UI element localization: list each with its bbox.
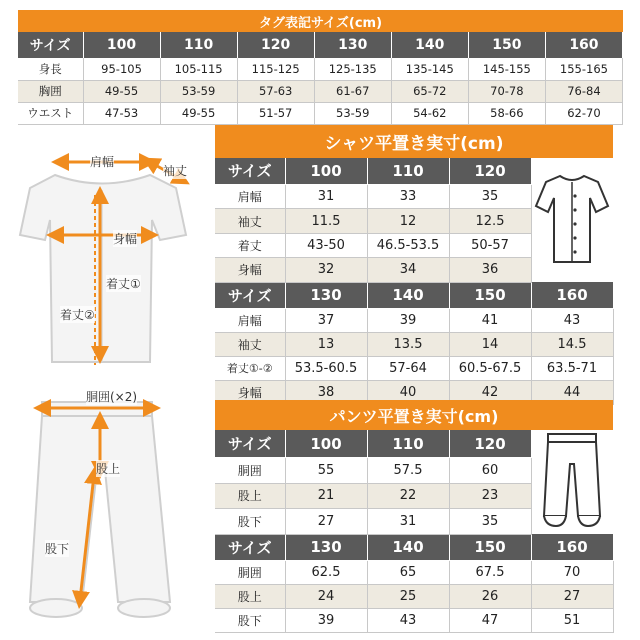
table-cell: 47-53 — [83, 102, 160, 124]
tag-size-header: 160 — [545, 32, 622, 58]
row-label: 股下 — [215, 509, 285, 534]
row-label: 袖丈 — [215, 332, 285, 356]
tag-size-header: 140 — [391, 32, 468, 58]
pants-size-header: 150 — [449, 534, 531, 560]
shirt-table-title: シャツ平置き実寸(cm) — [215, 125, 613, 158]
table-cell: 36 — [449, 258, 531, 282]
table-cell: 145-155 — [468, 58, 545, 80]
shirt-header-row-2 — [215, 282, 613, 308]
table-cell: 51 — [531, 608, 613, 632]
shirt-header-label: サイズ — [215, 282, 285, 308]
shirt-size-header: 110 — [367, 158, 449, 184]
pants-size-header: 120 — [449, 430, 531, 458]
table-cell: 43-50 — [285, 233, 367, 257]
table-cell: 26 — [449, 584, 531, 608]
row-label: 肩幅 — [215, 184, 285, 208]
table-cell: 155-165 — [545, 58, 622, 80]
table-cell: 24 — [285, 584, 367, 608]
table-cell: 58-66 — [468, 102, 545, 124]
pants-header-label: サイズ — [215, 534, 285, 560]
shirt-diagram-icon — [532, 158, 612, 278]
table-cell: 60 — [449, 458, 531, 483]
table-cell: 57-63 — [237, 80, 314, 102]
table-cell: 51-57 — [237, 102, 314, 124]
table-cell: 49-55 — [83, 80, 160, 102]
table-cell: 31 — [367, 509, 449, 534]
pants-size-header: 130 — [285, 534, 367, 560]
pants-size-header: 140 — [367, 534, 449, 560]
table-cell: 32 — [285, 258, 367, 282]
table-cell: 57.5 — [367, 458, 449, 483]
table-cell: 105-115 — [160, 58, 237, 80]
table-cell: 46.5-53.5 — [367, 233, 449, 257]
pants-header-row-2 — [215, 534, 613, 560]
shirt-header-row-1 — [215, 158, 613, 184]
table-cell: 11.5 — [285, 209, 367, 233]
shirt-size-header: 140 — [367, 282, 449, 308]
table-cell: 125-135 — [314, 58, 391, 80]
sleeve-length-label: 袖丈 — [163, 164, 188, 178]
table-cell: 62.5 — [285, 560, 367, 584]
pants-diagram-cell — [531, 430, 613, 534]
shirt-size-header: 130 — [285, 282, 367, 308]
pants-diagram-icon — [532, 430, 612, 530]
row-label: 股下 — [215, 608, 285, 632]
table-cell: 39 — [367, 308, 449, 332]
table-cell: 37 — [285, 308, 367, 332]
table-cell: 12 — [367, 209, 449, 233]
row-label: 袖丈 — [215, 209, 285, 233]
row-label: 身幅 — [215, 258, 285, 282]
row-label: 胸囲 — [18, 80, 83, 102]
tag-size-header: 150 — [468, 32, 545, 58]
table-cell: 63.5-71 — [531, 356, 613, 380]
table-cell: 13.5 — [367, 332, 449, 356]
table-cell: 95-105 — [83, 58, 160, 80]
table-row — [215, 308, 613, 332]
table-cell: 40 — [367, 380, 449, 404]
row-label: 股上 — [215, 584, 285, 608]
table-cell: 14.5 — [531, 332, 613, 356]
table-cell: 47 — [449, 608, 531, 632]
tag-size-header: 100 — [83, 32, 160, 58]
table-cell: 65-72 — [391, 80, 468, 102]
table-row — [215, 332, 613, 356]
table-cell: 13 — [285, 332, 367, 356]
table-row — [215, 608, 613, 632]
shirt-header-label: サイズ — [215, 158, 285, 184]
tag-size-header: 130 — [314, 32, 391, 58]
table-cell: 53-59 — [160, 80, 237, 102]
table-cell: 54-62 — [391, 102, 468, 124]
tag-size-header: 120 — [237, 32, 314, 58]
pants-size-header: 100 — [285, 430, 367, 458]
measurement-illustrations — [0, 140, 210, 640]
table-cell: 115-125 — [237, 58, 314, 80]
table-cell: 67.5 — [449, 560, 531, 584]
length1-label: 着丈① — [106, 277, 141, 291]
tag-row-height — [18, 58, 623, 80]
row-label: 肩幅 — [215, 308, 285, 332]
table-row — [215, 560, 613, 584]
shoulder-width-label: 肩幅 — [90, 155, 115, 169]
table-cell: 14 — [449, 332, 531, 356]
body-width-label: 身幅 — [113, 232, 138, 246]
table-cell: 70 — [531, 560, 613, 584]
table-cell: 34 — [367, 258, 449, 282]
table-cell: 12.5 — [449, 209, 531, 233]
shirt-size-header: 150 — [449, 282, 531, 308]
pants-header-label: サイズ — [215, 430, 285, 458]
table-cell: 27 — [531, 584, 613, 608]
table-cell: 38 — [285, 380, 367, 404]
tag-header-row — [18, 32, 623, 58]
table-cell: 42 — [449, 380, 531, 404]
row-label: 胴囲 — [215, 560, 285, 584]
shirt-size-header: 120 — [449, 158, 531, 184]
table-cell: 35 — [449, 184, 531, 208]
pants-table-title: パンツ平置き実寸(cm) — [215, 400, 613, 430]
shirt-size-header: 100 — [285, 158, 367, 184]
table-cell: 33 — [367, 184, 449, 208]
tag-header-label: サイズ — [18, 32, 83, 58]
table-cell: 44 — [531, 380, 613, 404]
table-cell: 41 — [449, 308, 531, 332]
table-cell: 43 — [531, 308, 613, 332]
table-cell: 135-145 — [391, 58, 468, 80]
tag-row-waist — [18, 102, 623, 124]
pants-size-header: 110 — [367, 430, 449, 458]
table-cell: 21 — [285, 483, 367, 508]
waist-label: 胴囲(×2) — [86, 390, 138, 404]
table-cell: 31 — [285, 184, 367, 208]
table-cell: 53.5-60.5 — [285, 356, 367, 380]
row-label: 身幅 — [215, 380, 285, 404]
table-cell: 60.5-67.5 — [449, 356, 531, 380]
shirt-diagram-cell — [531, 158, 613, 282]
row-label: 着丈①-② — [215, 356, 285, 380]
row-label: 胴囲 — [215, 458, 285, 483]
tag-size-title: タグ表記サイズ(cm) — [18, 10, 623, 32]
table-cell: 65 — [367, 560, 449, 584]
tag-size-table — [18, 10, 623, 125]
tag-row-chest — [18, 80, 623, 102]
table-cell: 27 — [285, 509, 367, 534]
row-label: 身長 — [18, 58, 83, 80]
pants-header-row-1 — [215, 430, 613, 458]
table-cell: 22 — [367, 483, 449, 508]
table-cell: 35 — [449, 509, 531, 534]
table-row — [215, 584, 613, 608]
row-label: 着丈 — [215, 233, 285, 257]
row-label: ウエスト — [18, 102, 83, 124]
shirt-size-table — [215, 125, 613, 405]
rise-label: 股上 — [96, 462, 121, 476]
pants-size-header: 160 — [531, 534, 613, 560]
shirt-size-header: 160 — [531, 282, 613, 308]
table-cell: 49-55 — [160, 102, 237, 124]
table-cell: 62-70 — [545, 102, 622, 124]
tag-size-header: 110 — [160, 32, 237, 58]
table-cell: 50-57 — [449, 233, 531, 257]
table-row — [215, 356, 613, 380]
table-cell: 39 — [285, 608, 367, 632]
table-cell: 23 — [449, 483, 531, 508]
table-cell: 61-67 — [314, 80, 391, 102]
table-cell: 76-84 — [545, 80, 622, 102]
pants-size-table — [215, 400, 613, 633]
length2-label: 着丈② — [60, 308, 95, 322]
table-cell: 70-78 — [468, 80, 545, 102]
table-cell: 55 — [285, 458, 367, 483]
row-label: 股上 — [215, 483, 285, 508]
table-cell: 25 — [367, 584, 449, 608]
table-cell: 43 — [367, 608, 449, 632]
shirt-illustration — [20, 175, 186, 362]
table-cell: 53-59 — [314, 102, 391, 124]
table-cell: 57-64 — [367, 356, 449, 380]
inseam-label: 股下 — [45, 542, 70, 556]
